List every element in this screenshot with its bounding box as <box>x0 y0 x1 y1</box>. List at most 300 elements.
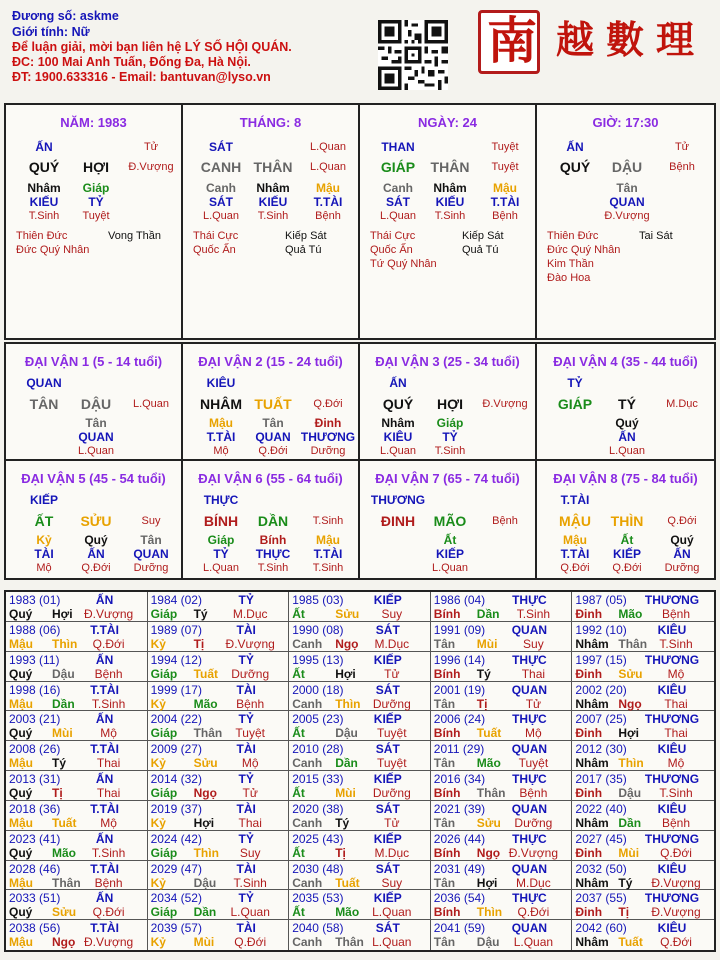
luck-hidden-stem: Giáp <box>207 533 235 547</box>
year-cell <box>6 741 148 771</box>
year-label: 1984 (02) <box>150 593 202 607</box>
luck-stem: QUÝ <box>382 396 414 412</box>
year-ten-god: TỶ <box>238 831 254 846</box>
year-ten-god: THỰC <box>512 593 547 607</box>
year-ten-god: QUAN <box>511 921 548 936</box>
luck-phase: Bệnh <box>492 515 518 527</box>
year-label: 1997 (15) <box>575 652 627 667</box>
year-cell <box>289 890 431 920</box>
year-phase: Đ.Vượng <box>651 875 701 890</box>
annual-years-table <box>4 590 716 952</box>
star-item: Kiếp Sát <box>462 230 504 242</box>
star-item: Thiên Đức <box>547 230 599 242</box>
year-branch: Mão <box>618 607 643 621</box>
year-cell <box>6 861 148 891</box>
year-cell <box>6 920 148 950</box>
year-stem: Đinh <box>575 845 603 860</box>
year-cell <box>431 831 573 861</box>
year-branch: Tuất <box>335 875 360 890</box>
year-stem: Ất <box>292 607 305 621</box>
luck-period-cell <box>360 461 537 578</box>
year-label: 1998 (16) <box>9 682 61 697</box>
year-ten-god: KIÊU <box>657 921 687 936</box>
year-stem: Giáp <box>150 905 178 920</box>
year-branch: Tý <box>52 756 67 771</box>
year-branch: Thân <box>335 935 364 950</box>
year-label: 2002 (20) <box>575 682 627 697</box>
year-stem: Quý <box>9 905 33 920</box>
luck-branch: MÃO <box>433 513 467 529</box>
luck-phase: Q.Đới <box>667 515 697 527</box>
year-label: 2019 (37) <box>150 801 202 816</box>
year-ten-god: TỶ <box>238 593 254 607</box>
year-phase: Đ.Vượng <box>651 905 701 920</box>
year-phase: M.Dục <box>374 636 410 651</box>
year-label: 2041 (59) <box>433 921 486 936</box>
luck-stem: NHÂM <box>200 396 242 412</box>
luck-hidden-phase: Q.Đới <box>81 562 111 574</box>
luck-period-title: ĐẠI VẬN 2 (15 - 24 tuổi) <box>198 354 343 369</box>
year-ten-god: SÁT <box>375 801 400 816</box>
year-label: 2014 (32) <box>150 772 202 786</box>
year-branch: Hợi <box>52 607 73 621</box>
gender: Giới tính: Nữ <box>12 25 90 39</box>
brand-logo <box>478 10 710 74</box>
stars-right <box>462 229 504 257</box>
year-label: 1991 (09) <box>433 622 486 637</box>
year-phase: T.Sinh <box>91 696 126 711</box>
year-stem: Bính <box>433 607 461 621</box>
luck-hidden-stem: Ất <box>443 533 457 547</box>
year-ten-god: ẤN <box>95 891 114 906</box>
year-label: 2010 (28) <box>292 742 344 757</box>
year-stem: Canh <box>292 636 323 651</box>
luck-stem: ĐINH <box>380 513 416 529</box>
luck-hidden-ten-god: TỶ <box>213 547 229 561</box>
ten-god: SÁT <box>209 140 233 154</box>
luck-hidden-ten-god: THƯƠNG <box>300 430 356 444</box>
year-label: 2034 (52) <box>150 891 202 906</box>
luck-hidden-stem: Kỷ <box>36 533 52 547</box>
year-ten-god: T.TÀI <box>90 921 119 936</box>
year-label: 2001 (19) <box>433 682 486 697</box>
year-cell <box>572 711 714 741</box>
year-branch: Mùi <box>193 935 215 950</box>
year-branch: Hợi <box>476 875 498 890</box>
year-label: 2006 (24) <box>433 712 486 727</box>
year-stem: Tân <box>433 756 456 771</box>
year-phase: Thai <box>96 756 121 771</box>
year-cell <box>572 592 714 622</box>
year-cell <box>6 711 148 741</box>
year-stem: Nhâm <box>575 935 609 950</box>
luck-branch: HỢI <box>437 396 463 412</box>
year-branch: Mùi <box>52 726 73 741</box>
year-label: 2023 (41) <box>9 831 61 846</box>
year-ten-god: QUAN <box>511 801 548 816</box>
pillar-title: GIỜ: 17:30 <box>592 115 659 130</box>
year-label: 1992 (10) <box>575 622 627 637</box>
star-item: Quốc Ấn <box>193 244 236 256</box>
pillar-column <box>183 105 360 338</box>
luck-period-cell <box>183 344 360 461</box>
earthly-branch: DẬU <box>611 159 643 175</box>
year-label: 1996 (14) <box>433 652 486 667</box>
luck-hidden-ten-god: KIẾP <box>435 547 464 561</box>
year-ten-god: SÁT <box>375 742 400 757</box>
year-phase: Đ.Vượng <box>83 935 134 950</box>
year-phase: Thai <box>664 726 688 741</box>
year-phase: Thai <box>238 815 262 830</box>
year-cell <box>289 771 431 801</box>
luck-hidden-ten-god: KIẾP <box>612 547 641 561</box>
year-phase: Bệnh <box>661 607 691 621</box>
year-stem: Kỷ <box>150 636 166 651</box>
stars-left <box>547 229 620 285</box>
hidden-stem: Giáp <box>82 181 110 195</box>
year-stem: Đinh <box>575 905 603 920</box>
year-label: 2029 (47) <box>150 861 202 876</box>
year-branch: Ngọ <box>618 696 642 711</box>
year-phase: Bệnh <box>236 696 265 711</box>
year-ten-god: KIẾP <box>373 593 402 607</box>
hidden-ten-god: QUAN <box>609 195 645 209</box>
year-label: 2004 (22) <box>150 712 202 727</box>
year-branch: Sửu <box>618 666 643 681</box>
year-stem: Ất <box>292 726 305 741</box>
year-ten-god: TỶ <box>238 891 254 906</box>
year-cell <box>289 652 431 682</box>
year-branch: Tuất <box>52 815 77 830</box>
luck-hidden-ten-god: QUAN <box>255 430 291 444</box>
year-branch: Thìn <box>476 905 503 920</box>
year-label: 2008 (26) <box>9 742 61 757</box>
luck-period-cell <box>6 461 183 578</box>
year-phase: Thai <box>521 666 546 681</box>
year-label: 2021 (39) <box>433 801 486 816</box>
year-stem: Canh <box>292 696 323 711</box>
year-cell <box>148 920 290 950</box>
luck-hidden-ten-god: T.TÀI <box>560 547 590 561</box>
year-cell <box>148 890 290 920</box>
luck-phase: Đ.Vượng <box>482 398 528 410</box>
luck-hidden-phase: T.Sinh <box>312 562 344 574</box>
year-ten-god: QUAN <box>511 682 548 697</box>
year-cell <box>572 920 714 950</box>
year-branch: Thân <box>476 786 506 800</box>
year-phase: Q.Đới <box>92 636 125 651</box>
year-stem: Nhâm <box>575 815 609 830</box>
luck-hidden-phase: Mộ <box>213 445 229 457</box>
year-phase: Bệnh <box>519 786 548 800</box>
hidden-stem: Canh <box>206 181 236 195</box>
contact-note: Để luận giải, mời bạn liên hệ LÝ SỐ HỘI QUÁN. <box>12 40 292 54</box>
top-phase: Tử <box>143 141 159 153</box>
year-branch: Tuất <box>618 935 643 950</box>
luck-hidden-stem: Quý <box>84 533 108 547</box>
year-phase: M.Dục <box>516 875 551 890</box>
stars-right <box>108 229 161 243</box>
year-label: 1986 (04) <box>433 593 486 607</box>
year-cell <box>431 801 573 831</box>
year-label: 1995 (13) <box>292 652 344 667</box>
luck-hidden-stem: Mậu <box>316 533 340 547</box>
year-phase: Đ.Vượng <box>83 607 134 621</box>
year-ten-god: KIẾP <box>373 891 402 906</box>
year-cell <box>289 861 431 891</box>
luck-stem: BÍNH <box>203 513 239 529</box>
heavenly-stem: CANH <box>200 159 242 175</box>
year-phase: Tử <box>384 666 400 681</box>
year-ten-god: THỰC <box>512 712 547 727</box>
year-ten-god: TỶ <box>238 772 254 786</box>
luck-period-title: ĐẠI VẬN 5 (45 - 54 tuổi) <box>21 471 166 486</box>
year-label: 2025 (43) <box>292 831 344 846</box>
year-ten-god: THƯƠNG <box>644 772 700 786</box>
year-ten-god: ẤN <box>95 652 114 667</box>
year-stem: Nhâm <box>575 756 609 771</box>
year-ten-god: SÁT <box>375 622 400 637</box>
ten-god: ẤN <box>566 140 584 154</box>
luck-hidden-phase: L.Quan <box>202 562 240 574</box>
owner-name: Đương số: askme <box>12 9 119 23</box>
luck-period-cell <box>6 344 183 461</box>
year-branch: Tuất <box>193 666 219 681</box>
year-stem: Quý <box>9 845 33 860</box>
year-ten-god: THƯƠNG <box>644 712 700 727</box>
luck-hidden-ten-god: T.TÀI <box>206 430 236 444</box>
logo-text: 越數理 <box>556 17 707 62</box>
year-branch: Sửu <box>193 756 218 771</box>
star-item: Tứ Quý Nhân <box>370 258 437 270</box>
year-phase: Dưỡng <box>231 666 270 681</box>
year-cell <box>572 771 714 801</box>
luck-hidden-stem: Nhâm <box>381 416 415 430</box>
year-label: 2037 (55) <box>575 891 627 906</box>
year-cell <box>6 890 148 920</box>
year-phase: Mộ <box>100 815 117 830</box>
heavenly-stem: QUÝ <box>559 159 591 175</box>
luck-hidden-ten-god: ẤN <box>87 547 105 561</box>
year-cell <box>289 682 431 712</box>
address: ĐC: 100 Mai Anh Tuấn, Đống Đa, Hà Nội. <box>12 55 251 69</box>
luck-hidden-ten-god: T.TÀI <box>313 547 343 561</box>
year-cell <box>148 831 290 861</box>
year-phase: Dưỡng <box>372 696 411 711</box>
year-phase: Mộ <box>525 726 542 741</box>
luck-hidden-phase: T.Sinh <box>434 445 466 457</box>
year-ten-god: THỰC <box>512 772 547 786</box>
year-phase: Tuyệt <box>235 726 265 741</box>
hidden-phase: Tuyệt <box>82 210 110 222</box>
year-ten-god: QUAN <box>511 622 548 637</box>
stars-right <box>639 229 673 243</box>
year-label: 1989 (07) <box>150 622 202 637</box>
luck-hidden-stem: Giáp <box>436 416 464 430</box>
year-branch: Mão <box>476 756 501 771</box>
year-ten-god: THƯƠNG <box>644 593 700 607</box>
year-phase: L.Quan <box>372 905 412 920</box>
year-label: 2036 (54) <box>433 891 486 906</box>
year-cell <box>431 771 573 801</box>
year-cell <box>6 592 148 622</box>
year-ten-god: KIẾP <box>373 652 402 667</box>
year-stem: Giáp <box>150 786 178 800</box>
year-branch: Ngọ <box>193 786 217 800</box>
year-cell <box>148 711 290 741</box>
year-phase: Q.Đới <box>234 935 267 950</box>
year-branch: Dậu <box>335 726 358 741</box>
year-phase: Bệnh <box>94 875 123 890</box>
earthly-branch: HỢI <box>83 159 109 175</box>
year-stem: Giáp <box>150 666 178 681</box>
year-stem: Giáp <box>150 845 178 860</box>
year-stem: Mậu <box>9 756 33 771</box>
year-cell <box>148 682 290 712</box>
luck-period-title: ĐẠI VẬN 4 (35 - 44 tuổi) <box>553 354 698 369</box>
hidden-ten-god: SÁT <box>209 195 233 209</box>
year-branch: Mùi <box>476 636 498 651</box>
luck-hidden-phase: Q.Đới <box>560 562 590 574</box>
year-branch: Thân <box>52 875 81 890</box>
top-phase: Tuyệt <box>491 141 519 153</box>
luck-hidden-phase: T.Sinh <box>257 562 289 574</box>
hidden-phase: L.Quan <box>202 210 240 222</box>
year-ten-god: TỶ <box>238 712 254 727</box>
year-cell <box>148 741 290 771</box>
year-cell <box>6 831 148 861</box>
luck-hidden-ten-god: QUAN <box>133 547 169 561</box>
star-item: Quả Tú <box>285 244 322 256</box>
year-branch: Ngọ <box>476 845 501 860</box>
seal-stamp-icon <box>478 10 540 74</box>
year-ten-god: TÀI <box>236 742 256 757</box>
luck-ten-god: KIÊU <box>206 376 236 390</box>
year-branch: Hợi <box>335 666 356 681</box>
stars-right <box>285 229 327 257</box>
year-stem: Tân <box>433 815 456 830</box>
year-stem: Kỷ <box>150 815 166 830</box>
branch-phase: Tuyệt <box>491 161 519 173</box>
year-ten-god: SÁT <box>375 921 400 936</box>
year-cell <box>148 801 290 831</box>
year-ten-god: THƯƠNG <box>644 831 700 846</box>
luck-ten-god: TỶ <box>567 376 583 390</box>
hidden-phase: Bệnh <box>315 210 341 222</box>
year-branch: Tuất <box>476 726 502 741</box>
star-item: Tai Sát <box>639 230 673 242</box>
luck-hidden-phase: Dưỡng <box>664 562 700 574</box>
luck-hidden-stem: Bính <box>259 533 287 547</box>
year-branch: Dần <box>193 905 217 920</box>
year-cell <box>572 831 714 861</box>
year-label: 2013 (31) <box>9 772 61 786</box>
branch-phase: Đ.Vượng <box>128 161 174 173</box>
hidden-stem: Canh <box>383 181 413 195</box>
year-phase: Tuyệt <box>377 756 407 771</box>
hidden-ten-god: KIẾU <box>258 195 288 209</box>
pillar-title: THÁNG: 8 <box>239 115 302 130</box>
year-branch: Tý <box>476 666 491 681</box>
luck-ten-god: ẤN <box>389 376 407 390</box>
year-stem: Kỷ <box>150 935 166 950</box>
year-stem: Quý <box>9 726 33 741</box>
year-ten-god: ẤN <box>95 831 114 846</box>
year-branch: Hợi <box>193 815 215 830</box>
year-ten-god: T.TÀI <box>90 742 119 757</box>
year-ten-god: ẤN <box>95 712 114 727</box>
year-cell <box>289 831 431 861</box>
seal-char: 南 <box>487 11 537 70</box>
year-cell <box>6 622 148 652</box>
year-label: 2003 (21) <box>9 712 61 727</box>
year-cell <box>572 861 714 891</box>
star-item: Quả Tú <box>462 244 499 256</box>
luck-hidden-stem: Tân <box>262 416 284 430</box>
year-phase: Mộ <box>667 756 685 771</box>
year-label: 1990 (08) <box>292 622 344 637</box>
year-ten-god: THỰC <box>512 891 547 906</box>
year-phase: M.Dục <box>374 845 410 860</box>
hidden-phase: T.Sinh <box>28 210 60 222</box>
year-cell <box>572 622 714 652</box>
star-item: Vong Thần <box>108 230 162 242</box>
ten-god: ẤN <box>35 140 53 154</box>
year-branch: Thân <box>193 726 223 741</box>
year-cell <box>289 592 431 622</box>
year-ten-god: THƯƠNG <box>644 891 700 906</box>
hidden-phase: T.Sinh <box>434 210 466 222</box>
year-stem: Canh <box>292 875 323 890</box>
year-cell <box>431 622 573 652</box>
year-branch: Tý <box>193 607 208 621</box>
year-phase: Suy <box>523 636 544 651</box>
year-phase: T.Sinh <box>659 636 693 651</box>
year-stem: Mậu <box>9 935 33 950</box>
luck-stem: ẤT <box>34 513 54 529</box>
luck-hidden-phase: Q.Đới <box>612 562 642 574</box>
year-phase: Tử <box>242 786 258 800</box>
year-label: 2042 (60) <box>575 921 627 936</box>
hidden-phase: L.Quan <box>379 210 417 222</box>
year-stem: Mậu <box>9 875 33 890</box>
year-cell <box>289 622 431 652</box>
year-stem: Đinh <box>575 786 603 800</box>
year-ten-god: THỰC <box>512 652 547 667</box>
year-phase: T.Sinh <box>659 786 693 800</box>
year-label: 1983 (01) <box>9 593 61 607</box>
luck-period-title: ĐẠI VẬN 7 (65 - 74 tuổi) <box>375 471 520 486</box>
year-label: 1987 (05) <box>575 593 627 607</box>
year-ten-god: KIẾP <box>373 712 402 727</box>
year-stem: Bính <box>433 845 461 860</box>
year-stem: Đinh <box>575 726 603 741</box>
hidden-stem: Nhâm <box>433 181 467 195</box>
profile-header <box>12 8 372 85</box>
year-ten-god: SÁT <box>375 861 400 876</box>
year-stem: Đinh <box>575 666 603 681</box>
hidden-ten-god: KIẾU <box>435 195 465 209</box>
pillar-column <box>537 105 714 338</box>
luck-hidden-ten-god: TỶ <box>442 430 458 444</box>
pillar-column <box>360 105 537 338</box>
star-item: Thiên Đức <box>16 230 68 242</box>
hidden-ten-god: T.TÀI <box>490 195 520 209</box>
year-label: 2018 (36) <box>9 801 61 816</box>
year-cell <box>431 682 573 712</box>
luck-stem: TÂN <box>29 396 59 412</box>
star-item: Thái Cực <box>193 230 239 242</box>
